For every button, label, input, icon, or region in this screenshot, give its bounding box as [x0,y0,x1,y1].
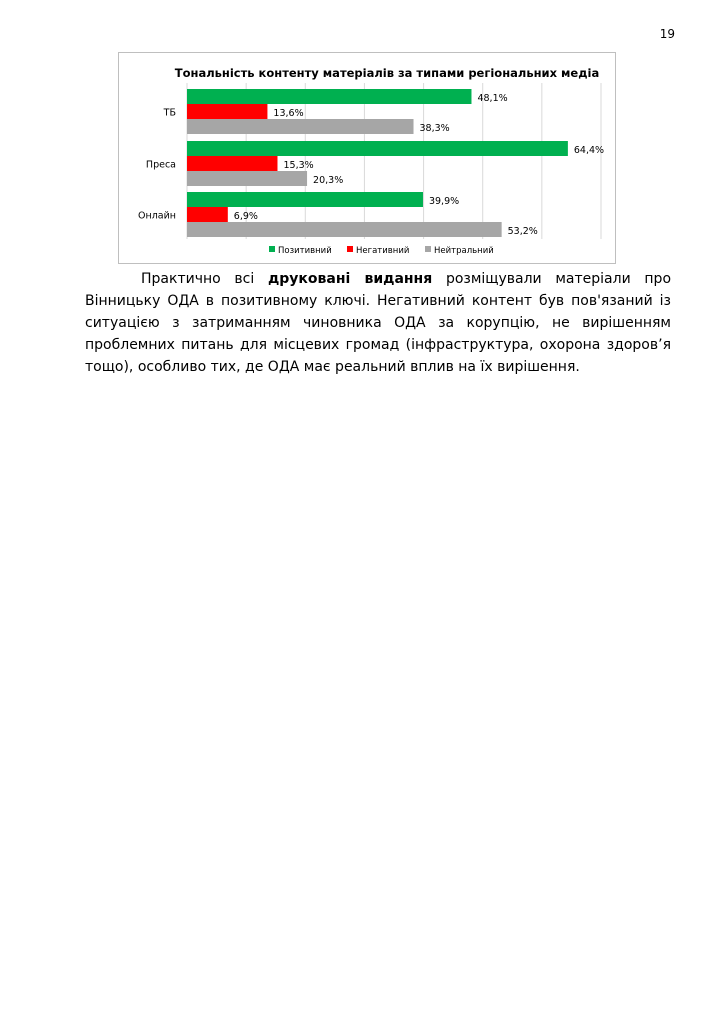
page-number: 19 [659,27,675,41]
data-label: 13,6% [273,108,304,119]
bar [187,141,568,156]
legend-label: Позитивний [278,246,332,256]
bar [187,89,471,104]
category-label: ТБ [163,107,176,119]
bar [187,171,307,186]
bar [187,156,277,171]
data-label: 15,3% [283,160,314,171]
legend-swatch [347,246,353,252]
legend-swatch [425,246,431,252]
body-paragraph [85,268,671,378]
chart-svg [119,53,615,263]
paragraph-text-2: розміщували матеріали про Вінницьку ОДА в позитивному ключі. Негативний контент був пов'язаний із ситуацією з затриманням чиновника ОДА за корупцію, не вирішенням проблемних питань для місцевих громад (інфраструктура, охорона здоров’я тощо), особливо тих, де ОДА має реальний вплив на їх вирішення. [85,271,672,375]
category-label: Онлайн [138,210,176,222]
chart-title: Тональність контенту матеріалів за типами регіональних медіа [174,66,600,80]
category-label: Преса [145,159,176,171]
bar [187,192,423,207]
paragraph-bold-text: друковані видання [267,271,433,287]
data-label: 38,3% [419,123,450,134]
bar [187,104,267,119]
legend-swatch [269,246,275,252]
data-label: 6,9% [233,211,258,222]
data-label: 64,4% [573,145,605,156]
bar [187,222,502,237]
data-label: 39,9% [428,196,460,207]
data-label: 53,2% [507,226,538,237]
chart [118,52,616,264]
legend-label: Негативний [356,246,410,256]
legend-label: Нейтральний [434,246,494,256]
data-label: 48,1% [477,93,508,104]
paragraph-text-1: Практично всі [141,271,268,287]
bar [187,207,228,222]
data-label: 20,3% [313,175,344,186]
bar [187,119,414,134]
